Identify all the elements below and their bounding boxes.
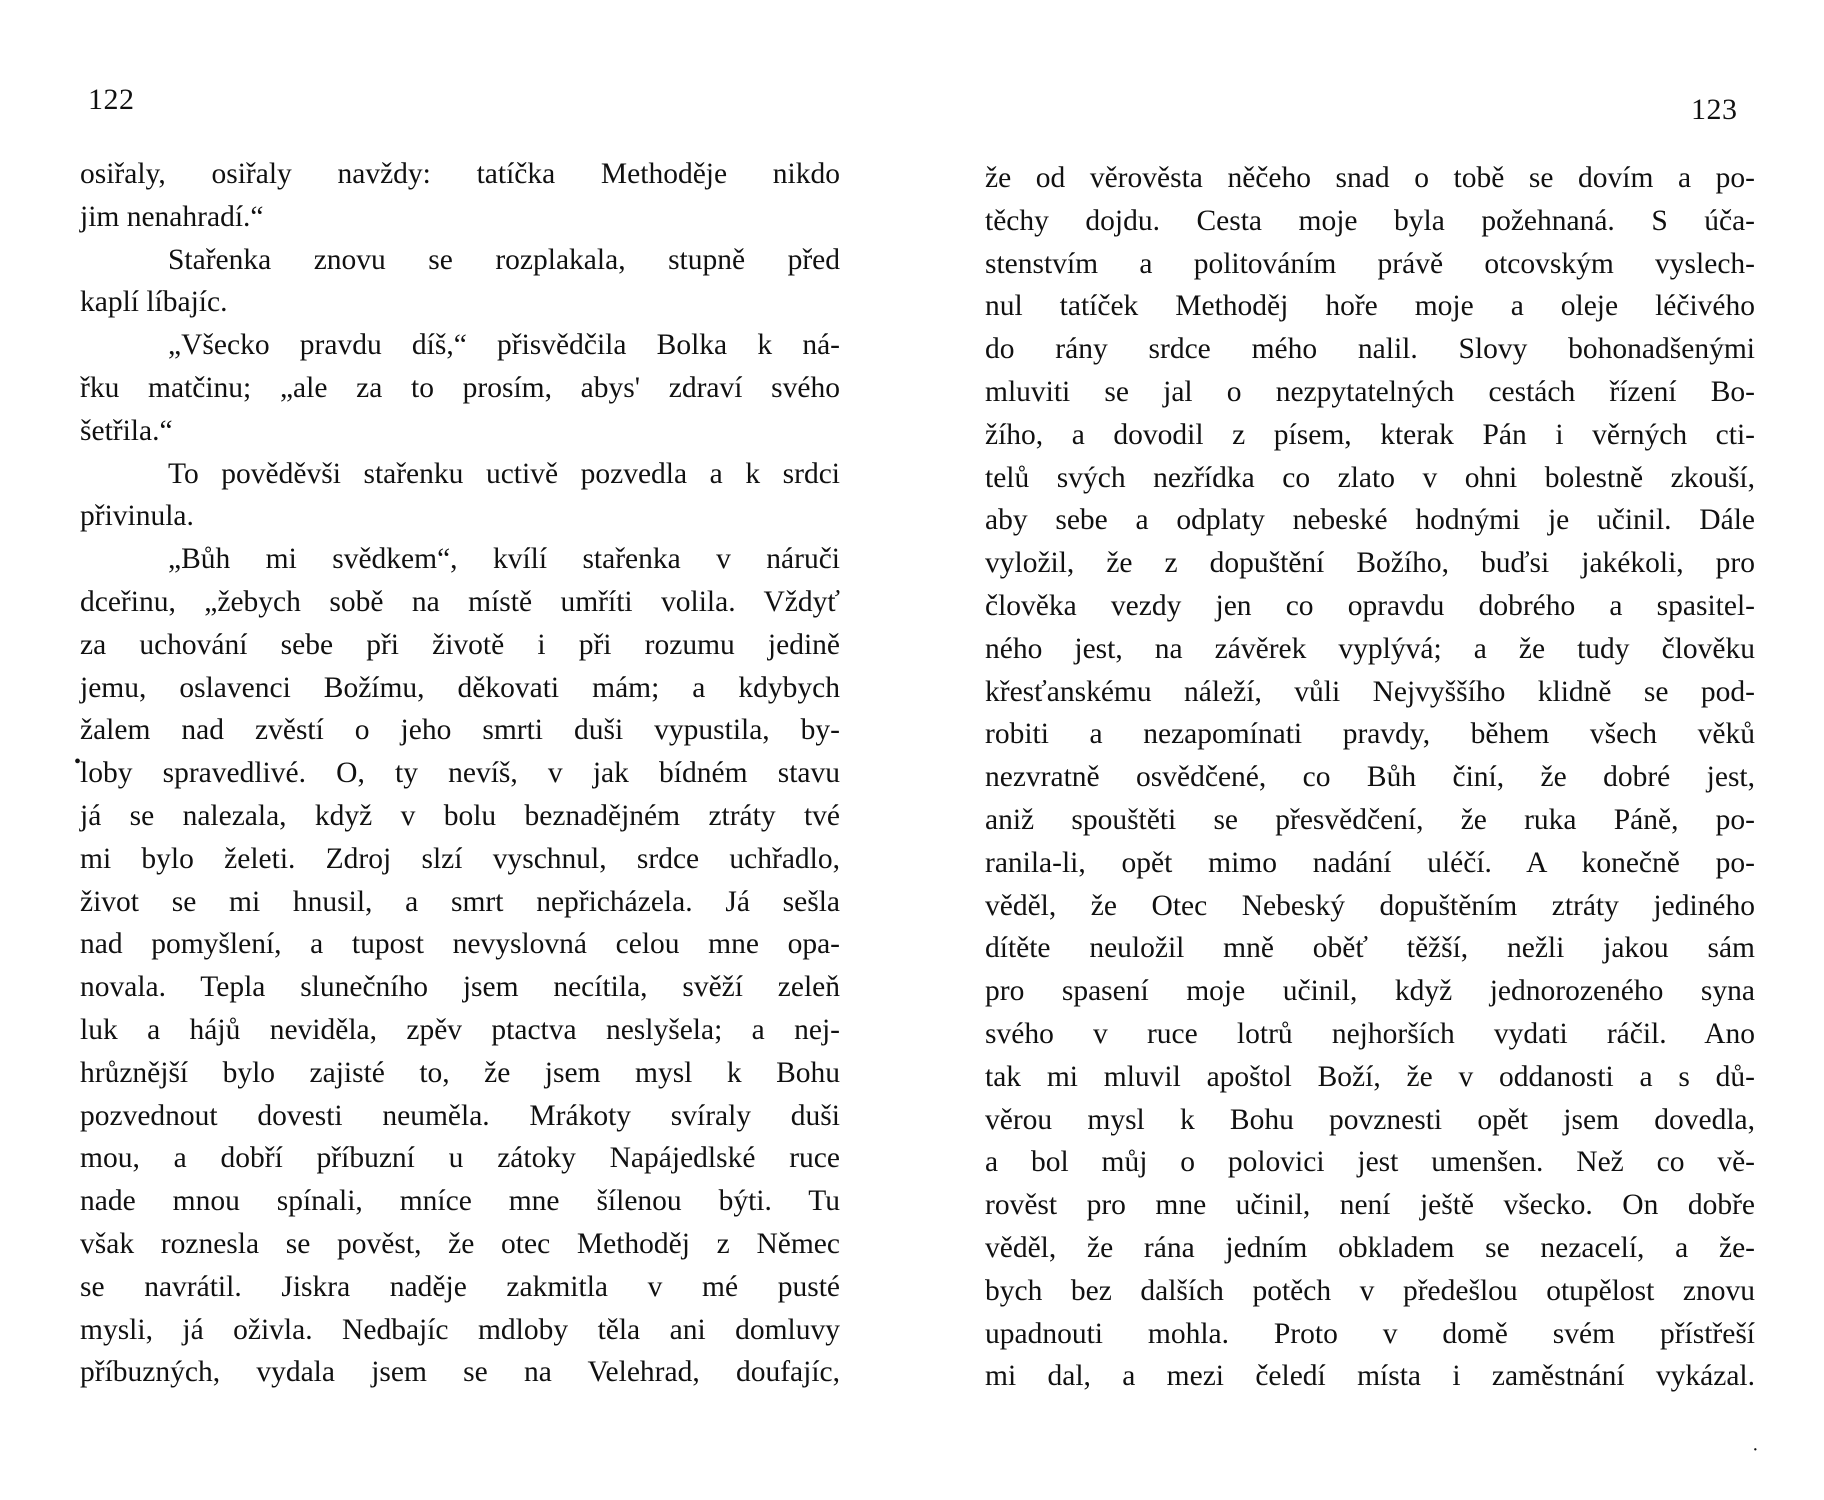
text-line: věděl, že rána jedním obkladem se nezacelí, a že- [985, 1231, 1755, 1264]
text-line: ného jest, na závěrek vyplývá; a že tudy člověku [985, 632, 1755, 665]
text-line: „Všecko pravdu díš,“ přisvědčila Bolka k ná- [168, 329, 840, 362]
text-line: rověst pro mne učinil, není ještě všecko. On dobře [985, 1189, 1755, 1222]
text-line: telů svých nezřídka co zlato v ohni bolestně zkouší, [985, 461, 1755, 494]
text-line: však roznesla se pověst, že otec Methoděj z Němec [80, 1227, 840, 1260]
text-line: aby sebe a odplaty nebeské hodnými je učinil. Dále [985, 504, 1755, 537]
text-line: novala. Tepla slunečního jsem necítila, svěží zeleň [80, 971, 840, 1004]
text-line: mou, a dobří příbuzní u zátoky Napájedlské ruce [80, 1142, 840, 1175]
text-line: kaplí líbajíc. [80, 286, 228, 319]
text-line: mi dal, a mezi čeledí místa i zaměstnání vykázal. [985, 1360, 1755, 1393]
text-line: upadnouti mohla. Proto v domě svém přístřeší [985, 1317, 1755, 1350]
text-line: za uchování sebe při životě i při rozumu jedině [80, 628, 840, 661]
text-line: pozvednout dovesti neuměla. Mrákoty svíraly duši [80, 1099, 840, 1132]
text-line: stenstvím a politováním právě otcovským vyslech- [985, 247, 1755, 280]
text-line: se navrátil. Jiskra naděje zakmitla v mé pusté [80, 1270, 840, 1303]
right-page-text [985, 157, 1755, 1398]
text-line: svého v ruce lotrů nejhorších vydati ráčil. Ano [985, 1017, 1755, 1050]
text-line: život se mi hnusil, a smrt nepřicházela. Já sešla [80, 885, 840, 918]
text-line: nade mnou spínali, mníce mne šílenou býti. Tu [80, 1185, 840, 1218]
text-line: žalem nad zvěstí o jeho smrti duši vypustila, by- [80, 714, 840, 747]
text-line: těchy dojdu. Cesta moje byla požehnaná. S úča- [985, 204, 1755, 237]
text-line: mi bylo želeti. Zdroj slzí vyschnul, srdce uchřadlo, [80, 842, 840, 875]
text-line: aniž spouštěti se přesvědčení, že ruka Páně, po- [985, 803, 1755, 836]
text-line: mluviti se jal o nezpytatelných cestách řízení Bo- [985, 375, 1755, 408]
text-line: nul tatíček Methoděj hoře moje a oleje léčivého [985, 290, 1755, 323]
text-line: hrůznější bylo zajisté to, že jsem mysl k Bohu [80, 1056, 840, 1089]
text-line: věrou mysl k Bohu povznesti opět jsem dovedla, [985, 1103, 1755, 1136]
text-line: člověka vezdy jen co opravdu dobrého a spasitel- [985, 589, 1755, 622]
text-line: šetřila.“ [80, 414, 173, 447]
text-line: jemu, oslavenci Božímu, děkovati mám; a kdybych [80, 671, 840, 704]
right-page-number: 123 [1691, 93, 1738, 126]
text-line: loby spravedlivé. O, ty nevíš, v jak bídném stavu [80, 757, 840, 790]
text-line: To pověděvši stařenku uctivě pozvedla a k srdci [168, 457, 840, 490]
margin-bullet-mark: • [74, 751, 82, 773]
text-line: robiti a nezapomínati pravdy, během všech věků [985, 718, 1755, 751]
corner-mark: · [1752, 1439, 1759, 1461]
text-line: jim nenahradí.“ [80, 200, 264, 233]
text-line: Stařenka znovu se rozplakala, stupně před [168, 243, 840, 276]
text-line: že od věrověsta něčeho snad o tobě se dovím a po- [985, 162, 1755, 194]
left-page-text [80, 153, 840, 1394]
text-line: „Bůh mi svědkem“, kvílí stařenka v náruči [168, 543, 840, 576]
text-line: příbuzných, vydala jsem se na Velehrad, doufajíc, [80, 1356, 840, 1389]
text-line: luk a hájů neviděla, zpěv ptactva neslyšela; a nej- [80, 1013, 840, 1046]
text-line: dceřinu, „žebych sobě na místě umříti volila. Vždyť [80, 585, 840, 618]
text-line: křesťanskému náleží, vůli Nejvyššího klidně se pod- [985, 675, 1755, 708]
text-line: žího, a dovodil z písem, kterak Pán i věrných cti- [985, 418, 1755, 451]
text-line: pro spasení moje učinil, když jednorozeného syna [985, 975, 1755, 1008]
text-line: ranila-li, opět mimo nadání uléčí. A konečně po- [985, 846, 1755, 879]
text-line: tak mi mluvil apoštol Boží, že v oddanosti a s dů- [985, 1060, 1755, 1093]
text-line: věděl, že Otec Nebeský dopuštěním ztráty jediného [985, 889, 1755, 922]
text-line: a bol můj o polovici jest umenšen. Než co vě- [985, 1146, 1755, 1179]
text-line: já se nalezala, když v bolu beznadějném ztráty tvé [80, 799, 840, 832]
text-line: nezvratně osvědčené, co Bůh činí, že dobré jest, [985, 761, 1755, 794]
text-line: řku matčinu; „ale za to prosím, abys' zdraví svého [80, 371, 840, 404]
text-line: dítěte neuložil mně oběť těžší, nežli jakou sám [985, 932, 1755, 965]
text-line: do rány srdce mého nalil. Slovy bohonadšenými [985, 333, 1755, 366]
text-line: nad pomyšlení, a tupost nevyslovná celou mne opa- [80, 928, 840, 961]
text-line: bych bez dalších potěch v předešlou otupělost znovu [985, 1274, 1755, 1307]
text-line: přivinula. [80, 500, 194, 533]
text-line: osiřaly, osiřaly navždy: tatíčka Methoděje nikdo [80, 158, 840, 190]
text-line: vyložil, že z dopuštění Božího, buďsi jakékoli, pro [985, 547, 1755, 580]
left-page-number: 122 [88, 83, 135, 116]
text-line: mysli, já oživla. Nedbajíc mdloby těla ani domluvy [80, 1313, 840, 1346]
